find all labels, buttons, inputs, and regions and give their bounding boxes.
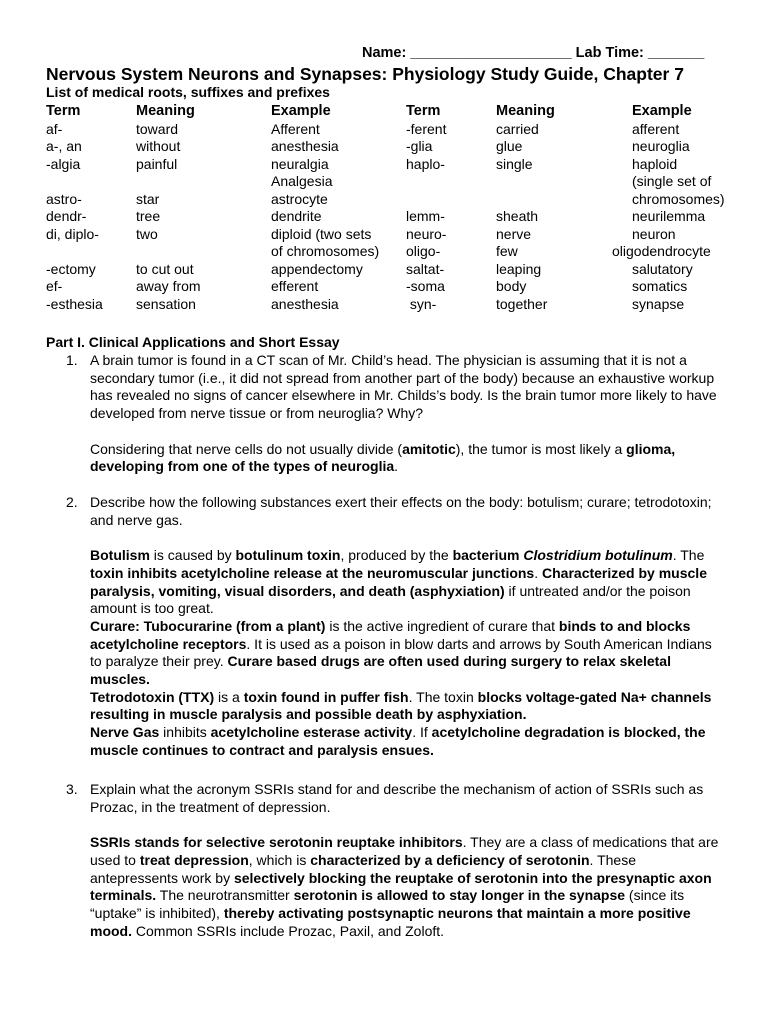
example-cell: neuroglia — [632, 138, 690, 154]
example-cell: diploid (two sets — [271, 225, 372, 242]
term-cell: oligo- — [406, 243, 441, 259]
header-meaning: Meaning — [136, 103, 195, 119]
example-cell: astrocyte — [271, 190, 328, 207]
meaning-cell: tree — [136, 208, 161, 224]
term-cell: lemm- — [406, 208, 445, 224]
meaning-cell: away from — [136, 278, 201, 294]
example-cell: (single set of — [632, 173, 712, 189]
part-heading: Part I. Clinical Applications and Short Essay — [46, 334, 340, 350]
answer-tetrodotoxin: Tetrodotoxin (TTX) is a toxin found in puffer fish. The toxin blocks voltage-gated Na+ channels resulting in muscle paralysis and possible death by asphyxiation. — [90, 688, 712, 723]
term-cell: -esthesia — [46, 295, 103, 312]
term-cell: neuro- — [406, 225, 447, 242]
table-header-row — [46, 103, 746, 121]
meaning-cell: painful — [136, 155, 178, 172]
table-row — [46, 261, 746, 279]
table-row — [46, 173, 746, 191]
meaning-cell: toward — [136, 120, 179, 137]
meaning-cell: nerve — [496, 225, 532, 242]
term-cell: saltat- — [406, 260, 445, 277]
question-number: 1. — [66, 352, 78, 368]
example-cell: somatics — [632, 278, 688, 294]
question-2 — [46, 494, 726, 760]
answer-text: SSRIs stands for selective serotonin reuptake inhibitors. They are a class of medications that are used to treat depression, which is characterized by a deficiency of serotonin. These antepressents work by selectively blocking the reuptake of serotonin into the presynaptic axon terminals. The neurotransmitter serotonin is allowed to stay longer in the synapse (since its “uptake” is inhibited), thereby activating postsynaptic neurons that maintain a more positive mood. Common SSRIs include Prozac, Paxil, and Zoloft. — [90, 834, 719, 939]
answer-botulism: Botulism is caused by botulinum toxin, produced by the bacterium Clostridium botulinum. The toxin inhibits acetylcholine release at the neuromuscular junctions. Characterized by muscle paralysis, vomiting, visual disorders, and death (asphyxiation) if untreated and/or the poison amount is too great. — [90, 547, 707, 617]
meaning-cell: sensation — [136, 295, 196, 312]
example-cell: efferent — [271, 278, 319, 294]
meaning-cell: two — [136, 225, 158, 242]
example-cell: chromosomes) — [632, 190, 725, 207]
example-cell: haploid — [632, 155, 678, 172]
meaning-cell: without — [136, 138, 181, 154]
example-cell: dendrite — [271, 208, 322, 224]
meaning-cell: star — [136, 190, 160, 207]
question-1 — [46, 352, 726, 476]
example-cell: anesthesia — [271, 138, 339, 154]
term-cell: ef- — [46, 278, 63, 294]
example-cell: oligodendrocyte — [612, 243, 711, 259]
meaning-cell: carried — [496, 120, 539, 137]
term-cell: dendr- — [46, 208, 87, 224]
example-cell: salutatory — [632, 260, 693, 277]
table-row — [46, 226, 746, 244]
table-row — [46, 156, 746, 174]
table-row — [46, 296, 746, 314]
term-cell: -ectomy — [46, 260, 96, 277]
meaning-cell: few — [496, 243, 518, 259]
answer-curare: Curare: Tubocurarine (from a plant) is the active ingredient of curare that binds to and blocks acetylcholine receptors. It is used as a poison in blow darts and arrows by South American Indians to paralyze their prey. Curare based drugs are often used during surgery to relax skeletal muscles. — [90, 617, 712, 688]
example-cell: neurilemma — [632, 208, 706, 224]
question-text: Describe how the following substances exert their effects on the body: botulism; curare; tetrodotoxin; and nerve gas. — [90, 494, 712, 528]
header-meaning: Meaning — [496, 103, 555, 119]
example-cell: Afferent — [271, 120, 320, 137]
meaning-cell: body — [496, 278, 527, 294]
example-cell: Analgesia — [271, 173, 333, 189]
page-title: Nervous System Neurons and Synapses: Physiology Study Guide, Chapter 7 — [46, 64, 684, 84]
term-cell: -algia — [46, 155, 81, 172]
term-cell: astro- — [46, 190, 82, 207]
example-cell: anesthesia — [271, 295, 339, 312]
meaning-cell: single — [496, 155, 533, 172]
table-heading: List of medical roots, suffixes and prefixes — [46, 84, 330, 100]
header-term: Term — [46, 103, 81, 119]
medical-roots-table — [46, 103, 746, 313]
term-cell: -glia — [406, 138, 433, 154]
example-cell: of chromosomes) — [271, 243, 380, 259]
header-example: Example — [271, 103, 331, 119]
table-row — [46, 121, 746, 139]
term-cell: haplo- — [406, 155, 445, 172]
term-cell: -soma — [406, 278, 445, 294]
question-number: 2. — [66, 494, 78, 510]
header-term: Term — [406, 103, 441, 119]
table-row — [46, 191, 746, 209]
example-cell: neuron — [632, 225, 676, 242]
question-3 — [46, 781, 726, 940]
header-example: Example — [632, 103, 692, 119]
example-cell: afferent — [632, 120, 680, 137]
answer-nerve-gas: Nerve Gas inhibits acetylcholine esterase activity. If acetylcholine degradation is blocked, the muscle continues to contract and paralysis ensues. — [90, 724, 706, 758]
table-row — [46, 138, 746, 156]
table-row — [46, 278, 746, 296]
question-number: 3. — [66, 781, 78, 797]
term-cell: syn- — [406, 295, 437, 312]
meaning-cell: leaping — [496, 260, 542, 277]
table-row — [46, 243, 746, 261]
meaning-cell: sheath — [496, 208, 539, 224]
name-lab-time-line: Name: ____________________ Lab Time: _______ — [362, 45, 705, 61]
question-text: Explain what the acronym SSRIs stand for and describe the mechanism of action of SSRIs such as Prozac, in the treatment of depression. — [90, 781, 704, 815]
example-cell: neuralgia — [271, 155, 329, 172]
term-cell: a-, an — [46, 138, 82, 154]
question-text: A brain tumor is found in a CT scan of Mr. Child’s head. The physician is assuming that it is not a secondary tumor (i.e., it did not spread from another part of the body) because an exhaustive workup has revealed no signs of cancer elsewhere in Mr. Childs’s body. Is the brain tumor more likely to have developed from nerve tissue or from neuroglia? Why? — [90, 352, 717, 422]
meaning-cell: together — [496, 295, 548, 312]
example-cell: appendectomy — [271, 260, 363, 277]
term-cell: -ferent — [406, 120, 447, 137]
meaning-cell: glue — [496, 138, 523, 154]
term-cell: af- — [46, 120, 63, 137]
answer-text: Considering that nerve cells do not usually divide (amitotic), the tumor is most likely a glioma, developing from one of the types of neuroglia. — [90, 440, 676, 475]
example-cell: synapse — [632, 295, 685, 312]
table-row — [46, 208, 746, 226]
meaning-cell: to cut out — [136, 260, 194, 277]
term-cell: di, diplo- — [46, 225, 99, 242]
